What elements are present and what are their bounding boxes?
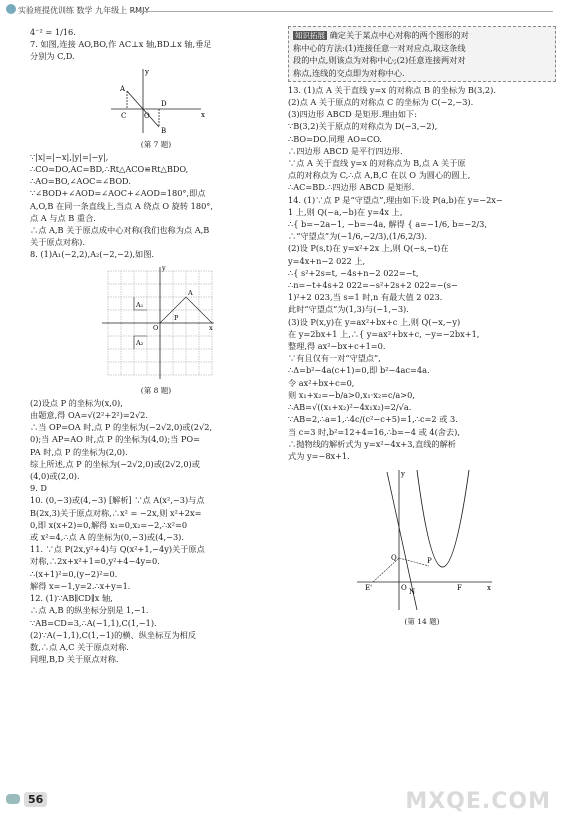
q8-line: 8. (1)A₁(−2,2),A₂(−2,−2),如图. (30, 249, 154, 260)
q11-line: 对称,∴2x+x²+1=0,y²+4−4y=0. (30, 556, 160, 567)
fig7-label: y (145, 67, 149, 76)
figure-7-caption: (第 7 题) (140, 139, 172, 149)
page-header (0, 0, 565, 22)
fig7-label: x (201, 110, 205, 119)
q7-line: 7. 如图,连接 AO,BO,作 AC⊥x 轴,BD⊥x 轴,垂足 (30, 39, 212, 50)
q13-line: ∴四边形 ABCD 是平行四边形. (288, 145, 403, 156)
fig8-point-label: A₁ (136, 300, 144, 309)
q14-line: 1)²+2 023,当 s=1 时,n 有最大值 2 023. (288, 292, 443, 303)
q7-line: ∵|x|=|−x|,|y|=|−y|, (30, 151, 109, 162)
figure-7 (101, 65, 211, 137)
q13-line: ∵点 A 关于直线 y=x 的对称点为 B,点 A 关于原 (288, 158, 466, 169)
q10-line: 0,即 x(x+2)=0,解得 x₁=0,x₂=−2,∴x²=0 (30, 519, 188, 530)
q13-line: 点的对称点为 C,∴点 A,B,C 在以 O 为圆心的圆上, (288, 170, 471, 181)
page-number: 56 (24, 792, 47, 807)
q14-line: ∴Δ=b²−4a(c+1)=0,即 b²−4ac=4a. (288, 365, 430, 376)
knowledge-tag: 知识拓展 (295, 31, 325, 40)
right-column (288, 26, 556, 628)
figure-8-caption: (第 8 题) (140, 385, 172, 395)
q14-line: 当 c=3 时,b²=12+4=16,∴b=−4 或 4(舍去), (288, 426, 460, 437)
q12-line: 同理,B,D 关于原点对称. (30, 654, 119, 665)
q10-line: 或 x²=4,∴点 A 的坐标为(0,−3)或(4,−3). (30, 532, 184, 543)
q13-line: (3)四边形 ABCD 是矩形.理由如下: (288, 109, 417, 120)
fig7-label: C (121, 111, 127, 120)
fig8-axis-label: O (153, 323, 159, 332)
fig14-label: x (487, 584, 491, 593)
fig14-label: N (409, 588, 416, 597)
q10-line: 10. (0,−3)或(4,−3) [解析] ∵点 A(x²,−3)与点 (30, 495, 205, 506)
q13-line: 13. (1)点 A 关于直线 y=x 的对称点 B 的坐标为 B(3,2). (288, 84, 496, 95)
q14-line: 在 y=2bx+1 上,∴{ y=ax²+bx+c, −y=−2bx+1, (288, 328, 480, 339)
text-line: 4⁻² = 1/16. (30, 27, 76, 37)
q8-line: 0);当 AP=AO 时,点 P 的坐标为(4,0);当 PO= (30, 434, 200, 445)
q7-line: ∴点 A,B 关于原点成中心对称(我们也称为点 A,B (30, 225, 210, 236)
q14-line: (2)设 P(s,t)在 y=x²+2x 上,则 Q(−s,−t)在 (288, 243, 449, 254)
q14-line: 式为 y=−8x+1. (288, 450, 350, 461)
fig7-label: A (120, 84, 126, 93)
q11-line: 11. ∵点 P(2x,y²+4)与 Q(x²+1,−4y)关于原点 (30, 544, 205, 555)
fig14-label: P (427, 557, 432, 566)
q8-line: 综上所述,点 P 的坐标为(−2√2,0)或(2√2,0)或 (30, 458, 200, 469)
q13-line: ∵B(3,2)关于原点的对称点为 D(−3,−2), (288, 121, 438, 132)
q8-line: (2)设点 P 的坐标为(x,0), (30, 397, 123, 408)
figure-14 (347, 464, 497, 614)
fig8-axis-label: x (209, 323, 213, 332)
figure-8-grid (96, 263, 216, 383)
q7-line: ∴AO=BO,∠AOC=∠BOD. (30, 176, 131, 187)
q13-line: (2)点 A 关于原点的对称点 C 的坐标为 C(−2,−3). (288, 97, 474, 108)
fig7-label: O (144, 111, 150, 120)
q14-line: ∴AB=√((x₁+x₂)²−4x₁x₂)=2/√a. (288, 402, 412, 413)
watermark: MXQE.COM (405, 789, 551, 814)
q14-line: 则 x₁+x₂=−b/a>0,x₁·x₂=c/a>0, (288, 389, 415, 400)
fig14-label: O (401, 584, 407, 593)
q12-line: ∵AB=CD=3,∴A(−1,1),C(1,−1). (30, 617, 157, 628)
q14-line: ∴{ s²+2s=t, −4s+n−2 022=−t, (288, 267, 419, 278)
q11-line: ∴(x+1)²=0,(y−2)²=0. (30, 568, 118, 579)
fig7-label: D (161, 99, 167, 108)
box-line: 段的中点,则该点为对称中心;(2)任意连接两对对 (293, 55, 466, 66)
q14-line: 14. (1)∵点 P 是“守望点”,理由如下:设 P(a,b)在 y=−2x− (288, 194, 503, 205)
q14-line: 1 上,则 Q(−a,−b)在 y=4x 上, (288, 206, 403, 217)
q7-line: A,O,B 在同一条直线上,当点 A 绕点 O 旋转 180°, (30, 200, 213, 211)
q14-line: 此时“守望点”为(1,3)与(−1,−3). (288, 304, 409, 315)
left-column (30, 26, 282, 665)
q14-line: ∴{ b=−2a−1, −b=−4a, 解得 { a=−1/6, b=−2/3, (288, 219, 487, 230)
q12-line: ∴点 A,B 的纵坐标分别是 1,−1. (30, 605, 149, 616)
figure-14-caption: (第 14 题) (404, 617, 440, 627)
q8-line: ∴当 OP=OA 时,点 P 的坐标为(−2√2,0)或(2√2, (30, 422, 213, 433)
q12-line: 数,∴点 A,C 关于原点对称. (30, 641, 129, 652)
box-line: 确定关于某点中心对称的两个图形的对 (329, 30, 469, 40)
q7-line: ∴CO=DO,AC=BD,∴Rt△ACO≌Rt△BDO, (30, 164, 189, 175)
q14-line: ∵有且仅有一对“守望点”, (288, 353, 381, 364)
header-title: 实验班提优训练 数学 九年级上 RMJY (18, 6, 150, 15)
q7-line: 关于原点对称). (30, 237, 85, 248)
q12-line: (2)∵A(−1,1),C(1,−1)的横、纵坐标互为相反 (30, 629, 197, 640)
box-line: 称中心的方法:(1)连接任意一对对应点,取这条线 (293, 43, 466, 54)
page-number-decoration-icon (6, 794, 20, 804)
q11-line: 解得 x=−1,y=2.∴x+y=1. (30, 580, 131, 591)
fig8-axis-label: A (188, 288, 193, 297)
knowledge-extension-box (288, 26, 556, 82)
q14-line: ∴抛物线的解析式为 y=x²−4x+3,直线的解析 (288, 438, 456, 449)
q14-line: 整理,得 ax²−bx+c+1=0. (288, 341, 386, 352)
q14-line: ∴“守望点”为(−1/6,−2/3),(1/6,2/3). (288, 231, 427, 242)
q14-line: ∴n=−t+4s+2 022=−s²+2s+2 022=−(s− (288, 280, 458, 291)
box-line: 称点,连线的交点即为对称中心. (293, 67, 405, 78)
q13-line: ∴BO=DO.同理 AO=CO. (288, 133, 382, 144)
q14-line: 令 ax²+bx+c=0, (288, 377, 355, 388)
q14-line: y=4x+n−2 022 上, (288, 255, 366, 266)
q7-line: 分别为 C,D. (30, 51, 75, 62)
fig14-label: F (457, 584, 462, 593)
q8-line: PA 时,点 P 的坐标为(2,0). (30, 446, 128, 457)
q14-line: (3)设 P(x,y)在 y=ax²+bx+c 上,则 Q(−x,−y) (288, 316, 461, 327)
q7-line: ∵∠BOD+∠AOD=∠AOC+∠AOD=180°,即点 (30, 188, 206, 199)
header-rule (130, 11, 553, 12)
fig8-point-label: A₂ (136, 338, 144, 347)
series-logo-icon (6, 4, 16, 14)
fig14-label: E' (365, 584, 373, 593)
fig8-axis-label: y (162, 263, 166, 272)
q8-line: (4,0)或(2,0). (30, 471, 80, 482)
q13-line: ∴AC=BD.∴四边形 ABCD 是矩形. (288, 182, 415, 193)
q10-line: B(2x,3)关于原点对称,∴x² = −2x,则 x²+2x= (30, 507, 202, 518)
q14-line: ∵AB=2,∴a=1,∴4c/(c²−c+5)=1,∴c=2 或 3. (288, 414, 458, 425)
fig14-label: y (401, 470, 405, 479)
fig7-label: B (161, 126, 167, 135)
q9-line: 9. D (30, 483, 47, 494)
fig8-axis-label: P (174, 313, 179, 322)
q7-line: 点 A 与点 B 重合. (30, 212, 96, 223)
fig14-label: Q (391, 554, 397, 563)
q12-line: 12. (1)∵AB∥CD∥x 轴, (30, 593, 113, 604)
q8-line: 由题意,得 OA=√(2²+2²)=2√2. (30, 410, 148, 421)
